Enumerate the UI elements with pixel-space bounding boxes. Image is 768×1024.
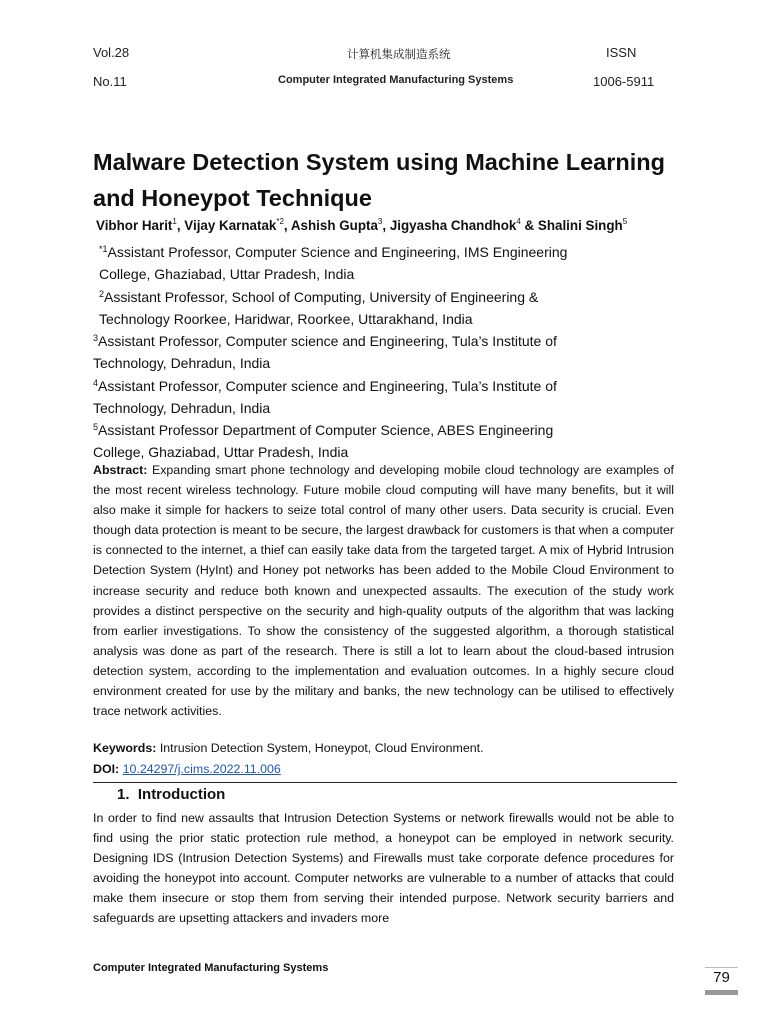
section-heading bbox=[117, 786, 225, 803]
affiliation-sup: 5 bbox=[93, 422, 99, 432]
volume-label: Vol.28 bbox=[93, 45, 130, 60]
author-sup: 1 bbox=[172, 217, 177, 226]
affiliation-4 bbox=[93, 372, 557, 419]
affiliation-line: Assistant Professor, Computer science and Engineering, Tula’s Institute of bbox=[98, 378, 557, 394]
footer-journal-name: Computer Integrated Manufacturing Systems bbox=[93, 962, 329, 974]
author-separator: , bbox=[283, 218, 291, 233]
affiliation-line: Technology, Dehradun, India bbox=[93, 355, 271, 372]
affiliation-sup: 3 bbox=[93, 333, 99, 343]
author-name: Vibhor Harit bbox=[96, 218, 173, 233]
author-list bbox=[96, 217, 686, 233]
affiliation-line: College, Ghaziabad, Uttar Pradesh, India bbox=[93, 444, 349, 461]
issn-value: 1006-5911 bbox=[593, 74, 655, 89]
doi-label: DOI: bbox=[93, 762, 120, 776]
section-divider bbox=[93, 782, 677, 783]
author-separator: , bbox=[176, 218, 185, 233]
affiliation-line: College, Ghaziabad, Uttar Pradesh, India bbox=[99, 266, 355, 283]
keywords bbox=[93, 741, 484, 755]
author-sup: *2 bbox=[276, 217, 284, 226]
affiliation-line: Assistant Professor Department of Computer Science, ABES Engineering bbox=[98, 422, 554, 438]
page-number-top-rule bbox=[705, 967, 738, 968]
chinese-journal-title: 计算机集成制造系统 bbox=[347, 47, 451, 61]
affiliation-sup: 2 bbox=[99, 289, 105, 299]
abstract bbox=[93, 460, 674, 721]
affiliation-line: Assistant Professor, School of Computing, University of Engineering & bbox=[104, 289, 539, 305]
affiliation-sup: *1 bbox=[99, 244, 108, 254]
affiliation-sup: 4 bbox=[93, 378, 99, 388]
affiliation-2 bbox=[99, 283, 538, 330]
section-title: Introduction bbox=[137, 786, 226, 803]
doi-link[interactable]: 10.24297/j.cims.2022.11.006 bbox=[122, 762, 281, 776]
author-sup: 5 bbox=[622, 217, 628, 226]
affiliation-line: Technology, Dehradun, India bbox=[93, 400, 271, 417]
affiliation-line: Technology Roorkee, Haridwar, Roorkee, Uttarakhand, India bbox=[99, 311, 473, 328]
affiliation-5 bbox=[93, 416, 553, 463]
section-number: 1. bbox=[117, 786, 130, 803]
issn-label: ISSN bbox=[606, 45, 637, 60]
author-sup: 3 bbox=[377, 217, 383, 226]
paper-title bbox=[93, 144, 693, 216]
abstract-text: Expanding smart phone technology and developing mobile cloud technology are examples of the most recent wireless technology. Future mobile cloud computing will have many benefits, but it will also make it simple for hackers to seize total control of many other users. Data security is crucial. Even though data protection is meant to be secure, the largest drawback for customers is that when a computer is connected to the internet, a thief can easily take data from the targeted target. A mix of Hybrid Intrusion Detection System (HyInt) and Honey pot networks has been added to the Mobile Cloud Environment to increase security and reduce both known and unexpected assaults. The execution of the study work provides a distinct perspective on the security and high-quality outputs of the algorithm that was lacking from earlier investigations. To show the consistency of the suggested algorithm, a thorough statistical analysis was done as part of the research. There is still a lot to learn about the cloud-based intrusion detection system, according to the implementation and evaluation outcomes. In a highly secure cloud environment created for use by the military and banks, the new technology can be utilised to effectively trace network activities. bbox=[93, 463, 674, 719]
author-ampersand: & bbox=[520, 218, 538, 233]
journal-name: Computer Integrated Manufacturing Systems bbox=[278, 74, 514, 86]
author-name: Shalini Singh bbox=[537, 218, 623, 233]
affiliation-line: Assistant Professor, Computer science and Engineering, Tula’s Institute of bbox=[98, 333, 557, 349]
keywords-label: Keywords: bbox=[93, 741, 157, 755]
affiliation-3 bbox=[93, 327, 557, 374]
paper-title-line2: and Honeypot Technique bbox=[93, 185, 372, 211]
keywords-text: Intrusion Detection System, Honeypot, Cloud Environment. bbox=[159, 741, 484, 755]
page-number-box bbox=[705, 967, 738, 995]
author-name: Ashish Gupta bbox=[290, 218, 378, 233]
paper-title-line1: Malware Detection System using Machine Learning bbox=[93, 149, 665, 175]
page-number: 79 bbox=[713, 969, 730, 986]
doi bbox=[93, 762, 281, 776]
page-number-bar bbox=[705, 990, 738, 995]
affiliation-1 bbox=[99, 238, 567, 285]
abstract-label: Abstract: bbox=[93, 463, 148, 477]
author-separator: , bbox=[382, 218, 390, 233]
introduction-text: In order to find new assaults that Intrusion Detection Systems or network firewalls would not be able to find using the prior static protection rule method, a honeypot can be employed in network security. Designing IDS (Intrusion Detection Systems) and Firewalls must take corporate defence procedures for avoiding the honeypot into account. Computer networks are vulnerable to a number of attacks that could make them insecure or stop them from serving their intended purpose. Network security barriers and safeguards are upsetting attackers and invaders more bbox=[93, 811, 674, 926]
issue-number: No.11 bbox=[93, 74, 127, 89]
author-sup: 4 bbox=[516, 217, 521, 226]
author-name: Vijay Karnatak bbox=[184, 218, 277, 233]
author-name: Jigyasha Chandhok bbox=[389, 218, 517, 233]
affiliation-line: Assistant Professor, Computer Science and Engineering, IMS Engineering bbox=[107, 244, 568, 260]
